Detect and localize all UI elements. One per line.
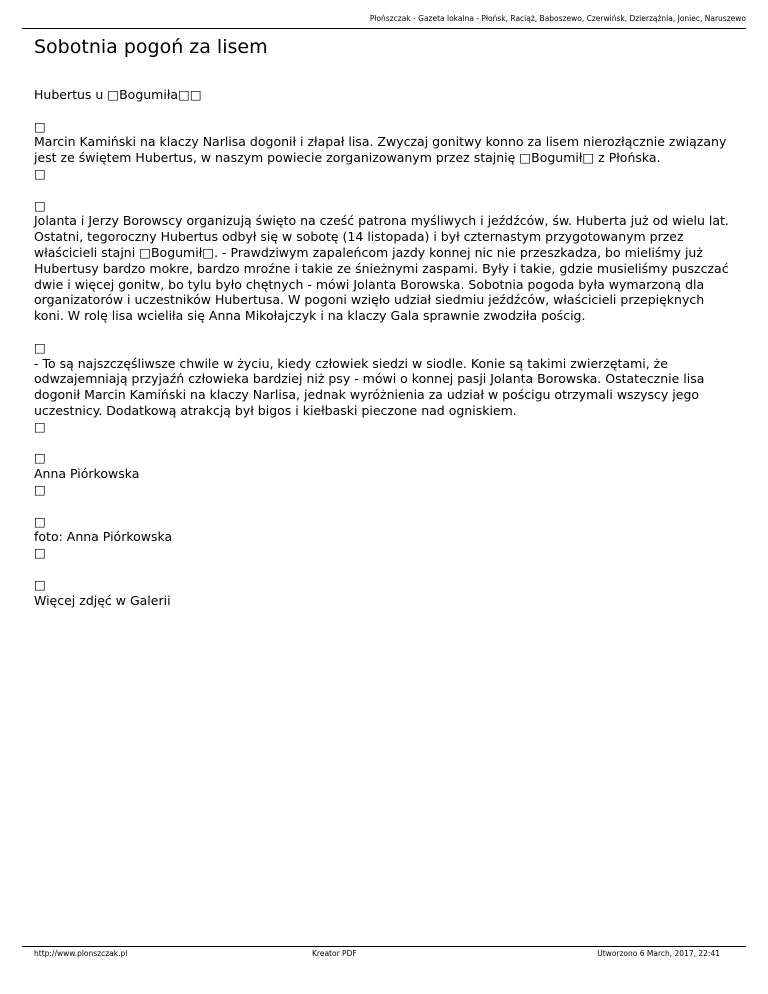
article-body [34,87,732,624]
header-site-name: Płońszczak - Gazeta lokalna - Płońsk, Raciąż, Baboszewo, Czerwińsk, Dzierzążnia, Joniec, Naruszewo [369,14,746,23]
article-author: □ Anna Piórkowska □ [34,450,140,497]
article-title: Sobotnia pogoń za lisem [34,36,268,58]
article-paragraph: □ - To są najszczęśliwsze chwile w życiu, kiedy człowiek siedzi w siodle. Konie są takimi zwierzętami, że odwzajemniają przyjaźń człowieka bardziej niż psy - mówi o konnej pasji Jolanta Borowska. Ostatecznie lisa dogonił Marcin Kamiński na klaczy Narlisa, jednak wyróżnienia za udział w pościgu otrzymali wszyscy jego uczestnicy. Dodatkową atrakcją był bigos i kiełbaski pieczone nad ogniskiem. □ [34,339,705,434]
footer-generator: Kreator PDF [312,949,357,958]
footer-created-date: Utworzono 6 March, 2017, 22:41 [597,949,720,958]
page-header [22,14,746,29]
footer-url[interactable]: http://www.plonszczak.pl [34,949,128,958]
article-subtitle: Hubertus u □Bogumiła□□ [34,87,202,102]
article-photo-credit: □ foto: Anna Piórkowska □ [34,513,173,561]
page-footer [22,946,746,959]
gallery-link[interactable]: □ Więcej zdjęć w Galerii [34,576,171,608]
article-paragraph: □ Marcin Kamiński na klaczy Narlisa dogonił i złapał lisa. Zwyczaj gonitwy konno za lisem nierozłącznie związany jest ze świętem Hubertus, w naszym powiecie zorganizowanym przez stajnię □Bogumił□ z Płońska. □ [34,118,727,181]
article-paragraph: □ Jolanta i Jerzy Borowscy organizują święto na cześć patrona myśliwych i jeźdźców, św. Huberta już od wielu lat. Ostatni, tegoroczny Hubertus odbył się w sobotę (14 listopada) i był czternastym przygotowanym przez właścicieli stajni □Bogumił□. - Prawdziwym zapaleńcom jazdy konnej nic nie przeszkadza, bo mieliśmy już Hubertusy bardzo mokre, bardzo mroźne i takie ze śnieżnymi zaspami. Były i takie, gdzie musieliśmy puszczać dwie i więcej gonitw, bo tylu było chętnych - mówi Jolanta Borowska. Sobotnia pogoda była wymarzoną dla organizatorów i uczestników Hubertusa. W pogoni wzięło udział siedmiu jeźdźców, właścicieli przepięknych koni. W rolę lisa wcieliła się Anna Mikołajczyk i na klaczy Gala sprawnie zwodziła pościg. [34,197,729,324]
